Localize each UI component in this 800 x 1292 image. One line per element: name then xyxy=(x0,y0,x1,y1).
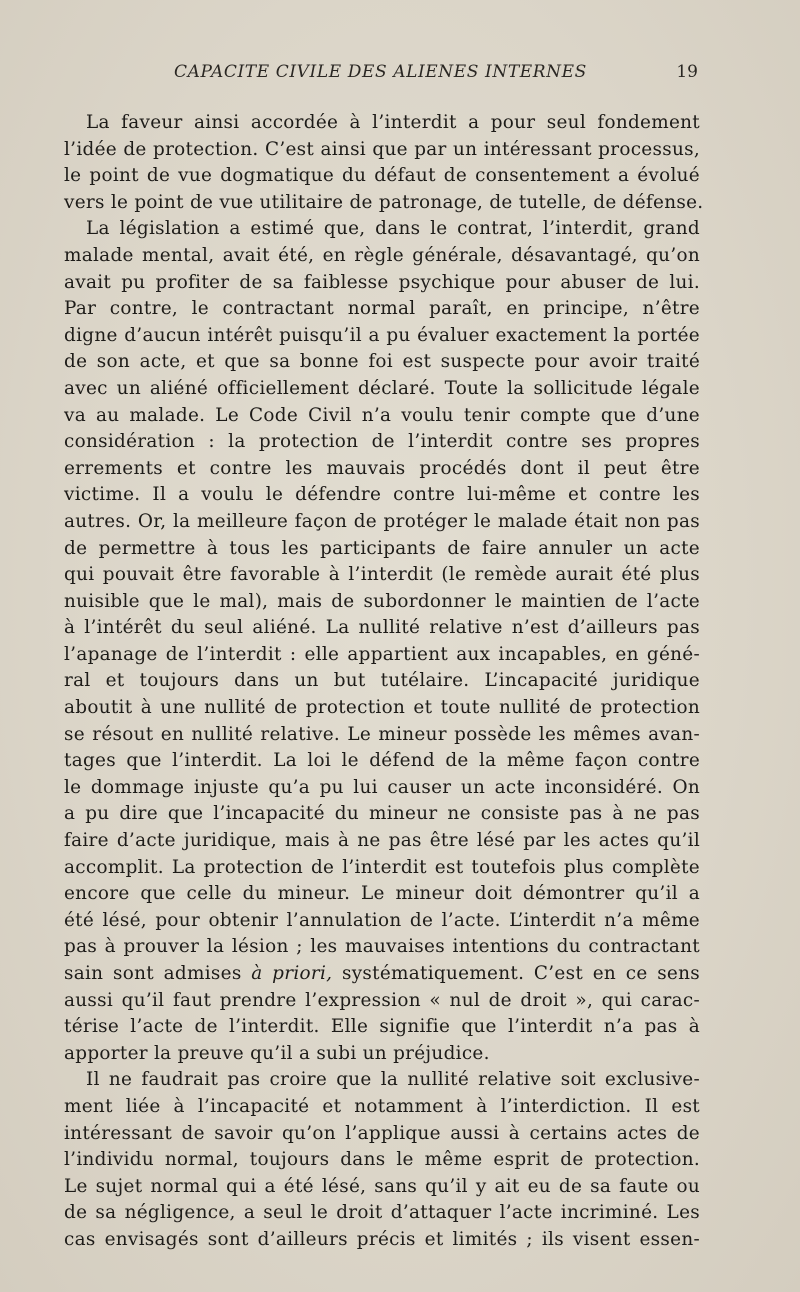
text-line: La faveur ainsi accordée à l’interdit a pour seul fondement xyxy=(86,112,700,133)
text-line: cas envisagés sont d’ailleurs précis et limités ; ils visent essen- xyxy=(64,1228,700,1250)
text-line: ment liée à l’incapacité et notamment à l’interdiction. Il est xyxy=(64,1095,700,1117)
text-line: le point de vue dogmatique du défaut de consentement a évolué xyxy=(64,165,700,187)
text-line: La législation a estimé que, dans le contrat, l’interdit, grand xyxy=(86,218,700,240)
text-line: de sa négligence, a seul le droit d’attaquer l’acte incriminé. Les xyxy=(64,1202,700,1224)
text-line: accomplit. La protection de l’interdit est toutefois plus complète xyxy=(64,856,700,878)
text-line: été lésé, pour obtenir l’annulation de l’acte. L’interdit n’a même xyxy=(64,909,700,931)
text-line: intéressant de savoir qu’on l’applique aussi à certains actes de xyxy=(64,1122,700,1144)
text-line: Le sujet normal qui a été lésé, sans qu’il y ait eu de sa faute ou xyxy=(64,1175,700,1197)
text-line: nuisible que le mal), mais de subordonner le maintien de l’acte xyxy=(64,590,700,612)
text-line: va au malade. Le Code Civil n’a voulu tenir compte que d’une xyxy=(64,404,700,426)
text-line: pas à prouver la lésion ; les mauvaises intentions du contractant xyxy=(64,936,700,958)
running-title: CAPACITE CIVILE DES ALIENES INTERNES xyxy=(174,62,587,82)
text-line: vers le point de vue utilitaire de patronage, de tutelle, de défense. xyxy=(64,191,704,213)
text-line: l’apanage de l’interdit : elle appartient aux incapables, en géné- xyxy=(64,643,700,665)
text-line: aboutit à une nullité de protection et toute nullité de protection xyxy=(64,697,700,719)
text-line: faire d’acte juridique, mais à ne pas être lésé par les actes qu’il xyxy=(64,830,700,852)
text-line: de permettre à tous les participants de faire annuler un acte xyxy=(64,537,700,559)
text-line: victime. Il a voulu le défendre contre lui-même et contre les xyxy=(64,484,700,506)
page-number: 19 xyxy=(676,62,698,82)
text-run: sain sont admises xyxy=(64,963,252,984)
text-line: se résout en nullité relative. Le mineur possède les mêmes avan- xyxy=(64,723,700,745)
text-line: l’idée de protection. C’est ainsi que par un intéressant processus, xyxy=(64,138,700,160)
body-text xyxy=(64,110,704,1254)
text-run: systématiquement. C’est en ce sens xyxy=(332,963,700,984)
text-line: Par contre, le contractant normal paraît, en principe, n’être xyxy=(64,298,700,320)
text-line: considération : la protection de l’interdit contre ses propres xyxy=(64,431,700,453)
text-line-with-italic xyxy=(64,961,700,988)
text-line: a pu dire que l’incapacité du mineur ne consiste pas à ne pas xyxy=(64,803,700,825)
italic-phrase: à priori, xyxy=(251,963,333,984)
text-line: encore que celle du mineur. Le mineur doit démontrer qu’il a xyxy=(64,883,700,905)
text-line: autres. Or, la meilleure façon de protéger le malade était non pas xyxy=(64,510,700,532)
text-line: à l’intérêt du seul aliéné. La nullité relative n’est d’ailleurs pas xyxy=(64,617,700,639)
text-line: térise l’acte de l’interdit. Elle signifie que l’interdit n’a pas à xyxy=(64,1016,700,1038)
text-line: malade mental, avait été, en règle générale, désavantagé, qu’on xyxy=(64,244,700,266)
text-line: Il ne faudrait pas croire que la nullité relative soit exclusive- xyxy=(86,1069,700,1091)
text-line: avait pu profiter de sa faiblesse psychique pour abuser de lui. xyxy=(64,271,700,293)
text-line: de son acte, et que sa bonne foi est suspecte pour avoir traité xyxy=(64,351,700,373)
running-header xyxy=(64,62,698,92)
text-line: apporter la preuve qu’il a subi un préjudice. xyxy=(64,1042,490,1064)
text-line: le dommage injuste qu’a pu lui causer un acte inconsidéré. On xyxy=(64,776,700,798)
text-line: ral et toujours dans un but tutélaire. L’incapacité juridique xyxy=(64,670,700,692)
text-line: digne d’aucun intérêt puisqu’il a pu évaluer exactement la portée xyxy=(64,324,700,346)
text-line: avec un aliéné officiellement déclaré. Toute la sollicitude légale xyxy=(64,377,700,399)
text-line: l’individu normal, toujours dans le même esprit de protection. xyxy=(64,1149,700,1171)
text-line: qui pouvait être favorable à l’interdit (le remède aurait été plus xyxy=(64,564,700,586)
text-line: aussi qu’il faut prendre l’expression « nul de droit », qui carac- xyxy=(64,989,700,1011)
text-line: tages que l’interdit. La loi le défend de la même façon contre xyxy=(64,750,700,772)
text-line: errements et contre les mauvais procédés dont il peut être xyxy=(64,457,700,479)
